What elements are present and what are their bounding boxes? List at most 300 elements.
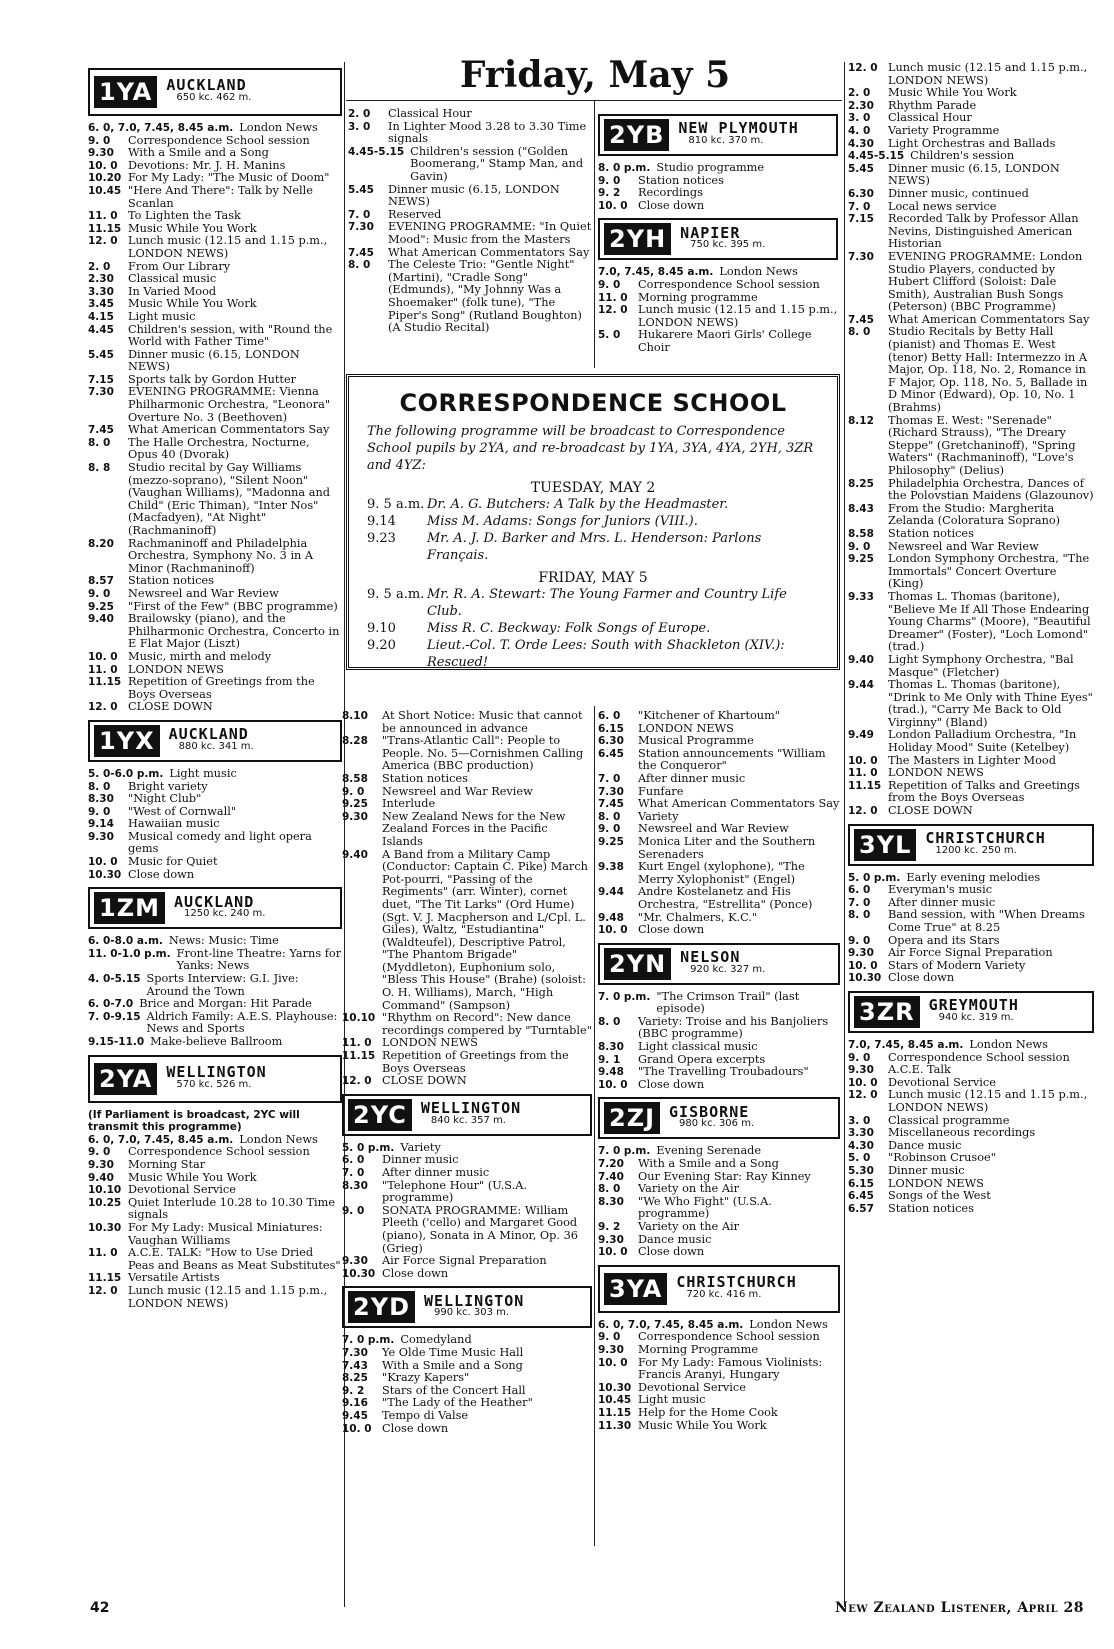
programme-time: 7.45 <box>348 246 374 259</box>
column-rule <box>594 100 595 368</box>
programme-list-1yx <box>88 768 342 881</box>
programme-title: Correspondence School session <box>128 133 310 147</box>
programme-title: SONATA PROGRAMME: William Pleeth ('cello) and Margaret Good (piano), Sonata in A Minor, Op. 36 (Grieg) <box>382 1203 578 1255</box>
programme-title: Dinner music, continued <box>888 186 1029 200</box>
programme-time: 10.30 <box>88 868 122 881</box>
programme-title: Musical Programme <box>638 734 754 748</box>
programme-title: "Kitchener of Khartoum" <box>638 709 780 722</box>
programme-item <box>342 1180 592 1205</box>
programme-title: Morning Programme <box>638 1342 759 1356</box>
programme-title: "Rhythm on Record": New dance recordings compered by "Turntable" <box>382 1011 592 1037</box>
programme-item <box>848 972 1094 985</box>
programme-time: 10. 0 <box>598 1356 628 1369</box>
programme-time: 8.10 <box>342 710 368 722</box>
programme-time: 7. 0 <box>342 1167 365 1179</box>
station-frequency: 880 kc. 341 m. <box>178 740 254 752</box>
programme-item <box>598 1234 840 1247</box>
programme-time: 7.45 <box>598 798 624 811</box>
programme-title: Reserved <box>388 207 442 221</box>
programme-item <box>342 1167 592 1180</box>
programme-time: 10.25 <box>88 1196 122 1209</box>
programme-title: Evening Serenade <box>656 1144 762 1158</box>
station-header-1zm <box>88 887 342 929</box>
station-city: AUCKLAND <box>168 725 249 744</box>
programme-time: 4.45-5.15 <box>848 150 905 163</box>
programme-time: 11. 0 <box>598 291 628 304</box>
column-3-top <box>598 108 838 355</box>
programme-title: Music While You Work <box>128 297 257 311</box>
page-title: Friday, May 5 <box>459 54 731 96</box>
programme-time: 9.40 <box>88 613 114 626</box>
programme-time: 7.0, 7.45, 8.45 a.m. <box>848 1038 964 1051</box>
programme-item <box>342 1410 592 1423</box>
programme-item <box>598 861 840 886</box>
station-header-3ya <box>598 1265 840 1313</box>
programme-time: 10. 0 <box>848 754 878 767</box>
station-city: AUCKLAND <box>166 76 247 95</box>
programme-item <box>848 1052 1094 1065</box>
programme-item <box>848 884 1094 897</box>
programme-item <box>848 528 1094 541</box>
station-header-3zr <box>848 991 1094 1033</box>
programme-title: For My Lady: Famous Violinists: Francis Aranyi, Hungary <box>638 1355 823 1382</box>
programme-title: "Telephone Hour" (U.S.A. programme) <box>382 1178 527 1205</box>
programme-title: Lunch music (12.15 and 1.15 p.m., LONDON NEWS) <box>888 61 1088 87</box>
programme-item <box>88 1197 342 1222</box>
programme-time: 7.30 <box>598 785 624 798</box>
programme-time: 10. 0 <box>598 924 628 937</box>
programme-title: Musical comedy and light opera gems <box>128 829 312 856</box>
programme-time: 8.58 <box>342 772 368 785</box>
programme-title: To Lighten the Task <box>128 209 241 223</box>
column-3-bottom <box>598 710 840 1432</box>
programme-item <box>598 175 838 188</box>
programme-time: 12. 0 <box>848 805 878 818</box>
programme-title: Light Symphony Orchestra, "Bal Masque" (Fletcher) <box>888 652 1074 679</box>
station-city: WELLINGTON <box>424 1291 525 1310</box>
programme-item <box>88 538 342 576</box>
programme-title: Thomas L. Thomas (baritone), "Believe Me If All Those Endearing Young Charms" (Moore), "Beautiful Dreamer" (Foster), "Loch Lomond" (trad.) <box>888 589 1091 654</box>
programme-item <box>848 679 1094 729</box>
programme-time: 11.15 <box>88 222 122 235</box>
programme-item <box>848 553 1094 591</box>
programme-time: 10.30 <box>342 1267 376 1280</box>
programme-time: 12. 0 <box>598 304 628 317</box>
programme-item <box>848 326 1094 414</box>
station-header-2yd <box>342 1286 592 1328</box>
programme-time: 9. 0 <box>598 278 621 291</box>
programme-item <box>88 998 342 1011</box>
programme-title: "Krazy Kapers" <box>382 1371 470 1385</box>
programme-time: 6.57 <box>848 1202 874 1215</box>
programme-title: Station notices <box>888 1201 974 1215</box>
programme-item <box>88 1011 342 1036</box>
programme-item <box>598 1066 840 1079</box>
station-logo: 1ZM <box>90 889 170 927</box>
programme-title: Close down <box>638 1077 705 1091</box>
programme-item <box>342 1423 592 1436</box>
programme-time: 11. 0 <box>88 663 118 676</box>
programme-time: 9. 1 <box>598 1053 621 1066</box>
programme-time: 9.48 <box>598 1066 624 1079</box>
programme-title: Newsreel and War Review <box>382 784 533 798</box>
correspondence-title: Miss M. Adams: Songs for Juniors (VIII.). <box>427 514 698 529</box>
station-logo: 2YC <box>344 1096 417 1134</box>
programme-title: Music While You Work <box>128 1170 257 1184</box>
programme-time: 9.30 <box>848 947 874 960</box>
station-header-1ya <box>88 68 342 116</box>
programme-item <box>342 735 592 773</box>
programme-title: For My Lady: "The Music of Doom" <box>128 171 330 185</box>
programme-title: Close down <box>638 923 705 937</box>
programme-title: "Trans-Atlantic Call": People to People. No. 5—Cornishmen Calling America (BBC production) <box>382 734 584 773</box>
programme-title: Lunch music (12.15 and 1.15 p.m., LONDON NEWS) <box>128 1283 328 1310</box>
programme-time: 9.30 <box>342 810 368 823</box>
programme-item <box>598 1344 840 1357</box>
programme-item <box>88 588 342 601</box>
programme-title: Variety: Troise and his Banjoliers (BBC programme) <box>638 1014 829 1041</box>
programme-time: 9.45 <box>342 1409 368 1422</box>
programme-item <box>88 1222 342 1247</box>
programme-time: 5. 0 p.m. <box>848 871 901 884</box>
programme-item <box>342 1012 592 1037</box>
programme-time: 8.57 <box>88 575 114 588</box>
programme-time: 4.30 <box>848 137 874 150</box>
programme-title: EVENING PROGRAMME: "In Quiet Mood": Music from the Masters <box>388 220 592 246</box>
correspondence-time: 9. 5 a.m. <box>367 497 425 512</box>
programme-time: 10.45 <box>598 1394 632 1407</box>
programme-time: 7.15 <box>848 213 874 226</box>
programme-time: 9.30 <box>598 1343 624 1356</box>
programme-time: 11.15 <box>342 1050 376 1063</box>
programme-time: 9.25 <box>342 798 368 811</box>
programme-title: A Band from a Military Camp (Conductor: Captain C. Pike) March Pot-pourri, "Passing of the Regiments" (arr. Winter), cornet duet, "The Tit Larks" (Ord Hume) (Sgt. V. J. Macpherson and L/Cpl. L. Giles), Waltz, "Estudiantina" (Waldteufel), Descriptive Patrol, "The Phantom Brigade" (Myddleton), Euphonium solo, "Bless This House" (Brahe) (soloist: O. H. Williams), March, "High Command" (Sampson) <box>382 847 588 1012</box>
programme-time: 12. 0 <box>848 62 878 74</box>
programme-item <box>88 185 342 210</box>
station-frequency: 920 kc. 327 m. <box>690 963 766 975</box>
station-header-2yb <box>598 114 838 156</box>
programme-title: Funfare <box>638 784 684 798</box>
programme-title: What American Commentators Say <box>638 797 840 811</box>
programme-item <box>88 613 342 651</box>
programme-item <box>88 869 342 882</box>
programme-title: "Night Club" <box>128 792 202 806</box>
programme-list-3yl <box>848 872 1094 985</box>
programme-time: 7.20 <box>598 1158 624 1171</box>
programme-item <box>88 701 342 714</box>
programme-time: 10.30 <box>598 1381 632 1394</box>
programme-time: 10. 0 <box>88 159 118 172</box>
programme-item <box>342 1372 592 1385</box>
programme-time: 2. 0 <box>88 260 111 273</box>
programme-time: 10. 0 <box>598 1078 628 1091</box>
station-logo: 2ZJ <box>600 1099 665 1137</box>
programme-item <box>342 1255 592 1268</box>
programme-title: Ye Olde Time Music Hall <box>382 1345 524 1359</box>
station-logo: 3ZR <box>850 993 925 1031</box>
correspondence-title: Dr. A. G. Butchers: A Talk by the Headmaster. <box>427 497 729 512</box>
programme-title: EVENING PROGRAMME: Vienna Philharmonic Orchestra, "Leonora" Overture No. 3 (Beethoven) <box>128 385 331 424</box>
programme-time: 8. 0 <box>598 1015 621 1028</box>
programme-title: Make-believe Ballroom <box>150 1035 283 1048</box>
parliament-note: (If Parliament is broadcast, 2YC will transmit this programme) <box>88 1108 300 1134</box>
programme-item <box>848 1127 1094 1140</box>
programme-time: 9. 2 <box>598 187 621 200</box>
programme-time: 11. 0 <box>342 1037 372 1050</box>
programme-title: LONDON NEWS <box>888 1176 984 1190</box>
programme-item <box>598 1041 840 1054</box>
programme-time: 9. 0 <box>88 587 111 600</box>
programme-time: 8. 0 <box>348 259 371 272</box>
programme-item <box>88 793 342 806</box>
programme-time: 8. 0 <box>88 780 111 793</box>
programme-title: Variety on the Air <box>638 1220 739 1233</box>
programme-title: Philadelphia Orchestra, Dances of the Polovstian Maidens (Glazounov) <box>888 476 1094 503</box>
programme-list-2ya-cont <box>348 108 592 335</box>
programme-time: 10.30 <box>848 972 882 985</box>
programme-time: 4.15 <box>88 310 114 323</box>
programme-time: 9.44 <box>848 679 874 692</box>
programme-list-2yh-evening <box>598 710 840 937</box>
programme-time: 9.30 <box>88 1158 114 1171</box>
correspondence-item <box>367 586 819 620</box>
programme-item <box>598 1196 840 1221</box>
programme-title: Thomas E. West: "Serenade" (Richard Strauss), "The Dreary Steppe" (Gretchaninoff), "Spring Waters" (Rachmaninoff), "Love's Philosophy" (Delius) <box>888 413 1076 477</box>
programme-time: 6. 0, 7.0, 7.45, 8.45 a.m. <box>88 122 234 134</box>
programme-title: Lunch music (12.15 and 1.15 p.m., LONDON NEWS) <box>888 1088 1088 1114</box>
programme-item <box>342 798 592 811</box>
programme-title: For My Lady: Musical Miniatures: Vaughan Williams <box>128 1220 323 1247</box>
programme-item <box>848 947 1094 960</box>
programme-title: Dinner music (6.15, LONDON NEWS) <box>388 182 560 209</box>
title-rule <box>346 100 842 101</box>
programme-title: "Robinson Crusoe" <box>888 1151 996 1165</box>
programme-title: What American Commentators Say <box>128 423 330 437</box>
programme-item <box>342 1205 592 1255</box>
programme-title: Rachmaninoff and Philadelphia Orchestra, Symphony No. 3 in A Minor (Rachmaninoff) <box>128 536 314 575</box>
programme-item <box>848 591 1094 654</box>
programme-time: 8.43 <box>848 502 874 515</box>
programme-title: Morning Star <box>128 1157 206 1171</box>
correspondence-day: TUESDAY, MAY 2 <box>530 480 656 496</box>
programme-title: Studio programme <box>656 161 765 174</box>
programme-title: London News <box>969 1037 1048 1051</box>
programme-item <box>342 1050 592 1075</box>
programme-title: Songs of the West <box>888 1189 991 1203</box>
programme-item <box>88 210 342 223</box>
programme-title: Dance music <box>888 1138 962 1152</box>
programme-title: Grand Opera excerpts <box>638 1052 766 1066</box>
programme-item <box>598 1357 840 1382</box>
station-city: NEW PLYMOUTH <box>678 119 799 138</box>
programme-time: 6. 0, 7.0, 7.45, 8.45 a.m. <box>598 1318 744 1331</box>
station-header-2yn <box>598 943 840 985</box>
masthead: New Zealand Listener, April 28 <box>835 1600 1084 1616</box>
programme-time: 9. 0 <box>848 1051 871 1064</box>
programme-title: London News <box>719 265 798 279</box>
programme-title: Correspondence School session <box>638 1330 820 1344</box>
programme-title: "The Lady of the Heather" <box>382 1396 533 1410</box>
programme-item <box>88 1159 342 1172</box>
programme-title: Lunch music (12.15 and 1.15 p.m., LONDON NEWS) <box>638 303 838 329</box>
programme-title: Repetition of Greetings from the Boys Overseas <box>128 675 315 701</box>
programme-title: Close down <box>638 1245 705 1259</box>
programme-time: 2.30 <box>88 273 114 286</box>
programme-time: 10. 0 <box>598 1246 628 1259</box>
programme-time: 8.30 <box>88 793 114 806</box>
programme-time: 9.16 <box>342 1397 368 1410</box>
programme-list-3ya-cont <box>848 62 1094 818</box>
programme-time: 11.15 <box>88 1272 122 1285</box>
programme-time: 9. 0 <box>88 134 111 147</box>
programme-title: Devotions: Mr. J. H. Manins <box>128 158 286 172</box>
programme-time: 7.30 <box>342 1346 368 1359</box>
programme-title: New Zealand News for the New Zealand Forces in the Pacific Islands <box>382 809 566 848</box>
programme-item <box>348 121 592 146</box>
programme-item <box>88 935 342 948</box>
programme-title: Variety on the Air <box>638 1182 739 1196</box>
programme-title: Music for Quiet <box>128 855 218 869</box>
programme-time: 9. 0 <box>342 785 365 798</box>
station-logo: 3YA <box>600 1267 672 1311</box>
programme-item <box>598 886 840 911</box>
programme-item <box>598 1079 840 1092</box>
programme-title: Studio recital by Gay Williams (mezzo-soprano), "Silent Noon" (Vaughan Williams), "Madonna and Child" (Eric Thiman), "Inter Nos" (Macfadyen), "At Night" (Rachmaninoff) <box>128 461 330 537</box>
station-header-1yx <box>88 720 342 762</box>
programme-title: Interlude <box>382 797 436 811</box>
programme-time: 8. 0 <box>848 909 871 922</box>
programme-title: Close down <box>638 198 705 212</box>
correspondence-day: FRIDAY, MAY 5 <box>538 570 648 586</box>
programme-title: Hawaiian music <box>128 817 220 831</box>
programme-time: 7. 0-9.15 <box>88 1010 141 1023</box>
programme-time: 10.30 <box>88 1221 122 1234</box>
programme-item <box>88 1146 342 1159</box>
programme-title: London News <box>239 1132 318 1146</box>
station-logo: 2YN <box>600 945 676 983</box>
programme-item <box>88 948 342 973</box>
programme-item <box>348 259 592 335</box>
programme-title: Band session, with "When Dreams Come True" at 8.25 <box>888 908 1085 934</box>
programme-time: 9.25 <box>848 553 874 566</box>
programme-time: 9. 0 <box>598 174 621 187</box>
programme-title: Dinner music (6.15, LONDON NEWS) <box>888 161 1060 188</box>
programme-time: 9. 2 <box>598 1221 621 1233</box>
programme-title: LONDON NEWS <box>382 1036 478 1050</box>
station-header-2ya <box>88 1055 342 1103</box>
programme-time: 9. 0 <box>848 540 871 553</box>
programme-title: Air Force Signal Preparation <box>382 1254 547 1268</box>
programme-item <box>342 1268 592 1281</box>
correspondence-title: Mr. A. J. D. Barker and Mrs. L. Henderson: Parlons Français. <box>427 531 762 563</box>
programme-item <box>598 162 838 175</box>
programme-time: 9. 0 <box>598 1331 621 1344</box>
programme-time: 4. 0-5.15 <box>88 973 141 986</box>
programme-title: CLOSE DOWN <box>128 700 213 714</box>
correspondence-item <box>367 496 819 513</box>
column-4 <box>848 62 1094 1215</box>
programme-title: Devotional Service <box>638 1380 746 1394</box>
programme-item <box>88 437 342 462</box>
programme-title: "The Travelling Troubadours" <box>638 1065 809 1079</box>
programme-item <box>848 1203 1094 1216</box>
programme-title: Sports talk by Gordon Hutter <box>128 372 297 386</box>
programme-time: 7. 0 p.m. <box>342 1334 395 1347</box>
programme-item <box>598 1407 840 1420</box>
programme-title: Stars of Modern Variety <box>888 958 1026 972</box>
programme-title: In Varied Mood <box>128 284 217 298</box>
programme-time: 6. 0-8.0 a.m. <box>88 935 163 948</box>
correspondence-list <box>367 586 819 671</box>
programme-title: Music While You Work <box>888 86 1017 100</box>
programme-time: 4.30 <box>848 1139 874 1152</box>
programme-item <box>88 676 342 701</box>
programme-item <box>88 856 342 869</box>
programme-title: Dinner music <box>382 1153 459 1167</box>
correspondence-title: Miss R. C. Beckway: Folk Songs of Europe. <box>427 621 711 636</box>
station-city: GREYMOUTH <box>928 996 1019 1015</box>
station-header-2yc <box>342 1094 592 1136</box>
correspondence-intro: The following programme will be broadcast to Correspondence School pupils by 2YA, and re-broadcast by 1YA, 3YA, 4YA, 2YH, 3ZR and 4YZ: <box>367 424 814 473</box>
programme-title: Aldrich Family: A.E.S. Playhouse: News and Sports <box>146 1009 338 1036</box>
programme-time: 8.20 <box>88 537 114 550</box>
programme-time: 7.30 <box>348 221 374 234</box>
programme-item <box>342 786 592 799</box>
programme-title: Recorded Talk by Professor Allan Nevins, Distinguished American Historian <box>888 212 1079 251</box>
station-frequency: 1200 kc. 250 m. <box>935 844 1017 856</box>
programme-time: 8. 0 <box>598 810 621 823</box>
programme-title: "First of the Few" (BBC programme) <box>128 599 338 613</box>
programme-title: Light music <box>638 1393 706 1407</box>
column-rule <box>594 706 595 1546</box>
programme-item <box>342 773 592 786</box>
correspondence-time: 9.23 <box>367 531 396 546</box>
programme-item <box>598 836 840 861</box>
programme-title: Studio Recitals by Betty Hall (pianist) and Thomas E. West (tenor) Betty Hall: Intermezzo in A Major, Op. 118, No. 2, Romance in F Major, Op. 118, No. 5, Ballade in D Minor (Edward), Op. 10, No. 1 (Brahms) <box>888 325 1088 415</box>
station-frequency: 840 kc. 357 m. <box>430 1114 506 1126</box>
station-logo: 3YL <box>850 826 921 864</box>
programme-list-2yd <box>342 1334 592 1435</box>
programme-title: CLOSE DOWN <box>888 804 973 818</box>
programme-item <box>848 125 1094 138</box>
programme-time: 12. 0 <box>848 1089 878 1102</box>
programme-item <box>848 150 1094 163</box>
programme-time: 9.49 <box>848 729 874 742</box>
programme-time: 9.33 <box>848 590 874 603</box>
programme-title: Stars of the Concert Hall <box>382 1383 526 1397</box>
programme-time: 8.12 <box>848 414 874 427</box>
programme-time: 11.15 <box>848 779 882 792</box>
programme-list-1zm <box>88 935 342 1048</box>
programme-title: London News <box>749 1317 828 1331</box>
programme-time: 11. 0 <box>848 767 878 780</box>
programme-item <box>848 163 1094 188</box>
programme-item <box>848 1039 1094 1052</box>
programme-list-3zr <box>848 1039 1094 1215</box>
programme-list-2zj <box>598 1145 840 1258</box>
programme-time: 12. 0 <box>88 235 118 248</box>
programme-item <box>598 991 840 1016</box>
page-number: 42 <box>90 1600 110 1616</box>
programme-time: 8. 0 <box>848 326 871 339</box>
programme-item <box>848 654 1094 679</box>
programme-time: 11. 0-1.0 p.m. <box>88 947 171 960</box>
programme-item <box>342 710 592 735</box>
programme-title: Variety Programme <box>888 123 1000 137</box>
programme-title: Dinner music <box>888 1163 965 1177</box>
programme-title: "Here And There": Talk by Nelle Scanlan <box>128 183 313 210</box>
station-frequency: 1250 kc. 240 m. <box>183 908 266 920</box>
